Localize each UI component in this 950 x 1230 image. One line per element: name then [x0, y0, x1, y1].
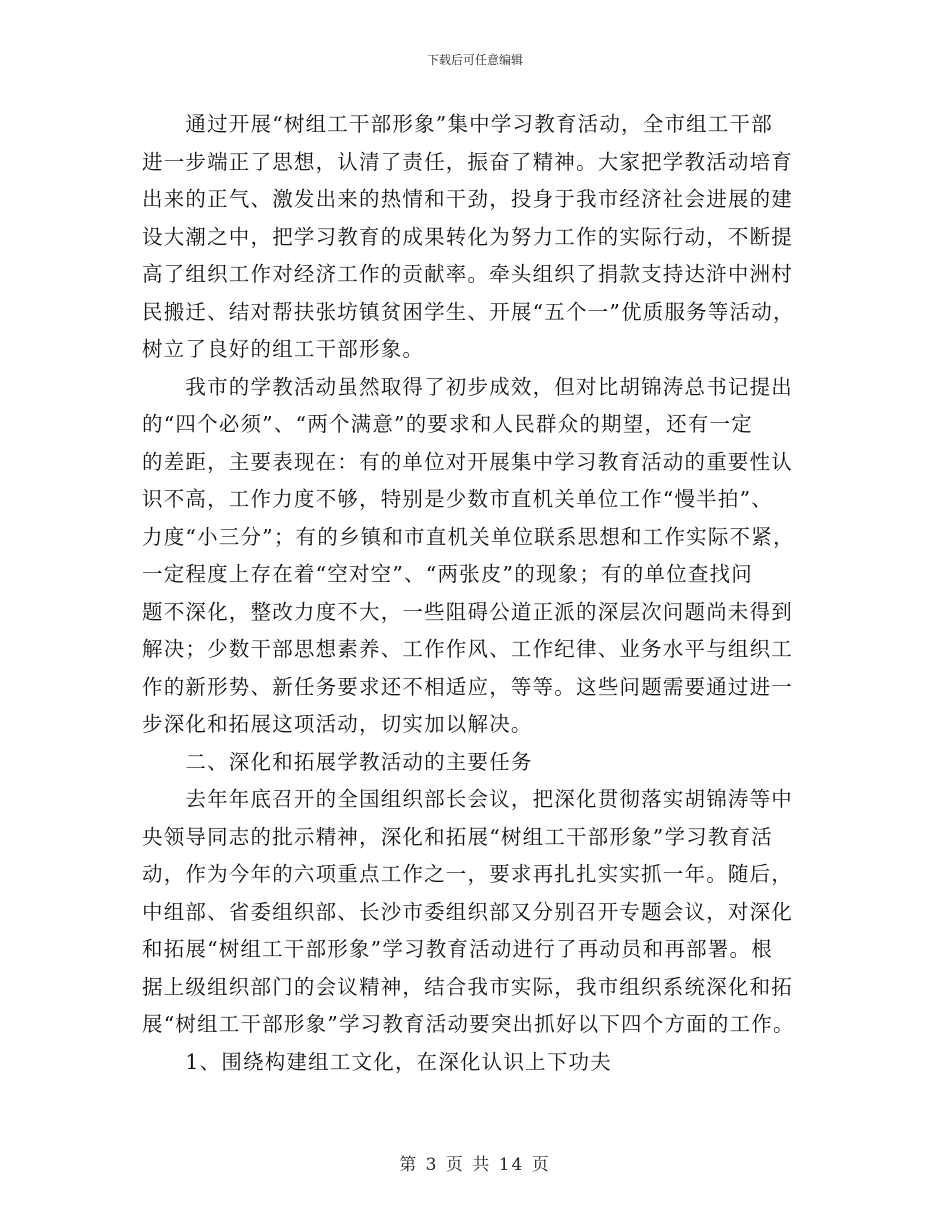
- text-line: 进一步端正了思想，认清了责任，振奋了精神。大家把学教活动培育: [142, 149, 793, 174]
- text-line: 去年年底召开的全国组织部长会议，把深化贯彻落实胡锦涛等中: [142, 787, 793, 811]
- page-number-footer: 第 3 页 共 14 页: [399, 1155, 551, 1175]
- text-line: 据上级组织部门的会议精神，结合我市实际，我市组织系统深化和拓: [142, 974, 793, 999]
- subsection-heading: 1、围绕构建组工文化，在深化认识上下功夫: [142, 1049, 612, 1074]
- text-line: 的“四个必须”、“两个满意”的要求和人民群众的期望，还有一定: [142, 412, 753, 436]
- text-line: 中组部、省委组织部、长沙市委组织部又分别召开专题会议，对深化: [142, 899, 793, 924]
- text-line: 设大潮之中，把学习教育的成果转化为努力工作的实际行动，不断提: [142, 224, 793, 249]
- text-line: 我市的学教活动虽然取得了初步成效，但对比胡锦涛总书记提出: [142, 374, 793, 399]
- text-line: 动，作为今年的六项重点工作之一，要求再扎扎实实抓一年。随后，: [142, 862, 793, 886]
- text-line: 展“树组工干部形象”学习教育活动要突出抓好以下四个方面的工作。: [142, 1012, 795, 1036]
- text-line: 步深化和拓展这项活动，切实加以解决。: [142, 712, 533, 736]
- text-line: 通过开展“树组工干部形象”集中学习教育活动，全市组工干部: [142, 112, 773, 136]
- document-body: [142, 106, 806, 1081]
- text-line: 和拓展“树组工干部形象”学习教育活动进行了再动员和再部署。根: [142, 937, 773, 961]
- text-line: 力度“小三分”；有的乡镇和市直机关单位联系思想和工作实际不紧，: [142, 524, 795, 549]
- text-line: 题不深化，整改力度不大，一些阻碍公道正派的深层次问题尚未得到: [142, 599, 793, 624]
- text-line: 高了组织工作对经济工作的贡献率。牵头组织了捐款支持达浒中洲村: [142, 262, 793, 286]
- text-line: 识不高，工作力度不够，特别是少数市直机关单位工作“慢半拍”、: [142, 487, 773, 511]
- text-line: 民搬迁、结对帮扶张坊镇贫困学生、开展“五个一”优质服务等活动，: [142, 299, 795, 324]
- text-line: 央领导同志的批示精神，深化和拓展“树组工干部形象”学习教育活: [142, 824, 773, 849]
- text-line: 作的新形势、新任务要求还不相适应，等等。这些问题需要通过进一: [142, 674, 793, 699]
- text-line: 解决；少数干部思想素养、工作作风、工作纪律、业务水平与组织工: [142, 637, 793, 661]
- text-line: 一定程度上存在着“空对空”、“两张皮”的现象；有的单位查找问: [142, 562, 753, 586]
- text-line: 出来的正气、激发出来的热情和干劲，投身于我市经济社会进展的建: [142, 187, 793, 211]
- section-heading: 二、深化和拓展学教活动的主要任务: [142, 749, 533, 774]
- text-line: 的差距，主要表现在：有的单位对开展集中学习教育活动的重要性认: [142, 449, 793, 474]
- text-line: 树立了良好的组工干部形象。: [142, 337, 425, 361]
- page-header: 下载后可任意编辑: [426, 53, 523, 67]
